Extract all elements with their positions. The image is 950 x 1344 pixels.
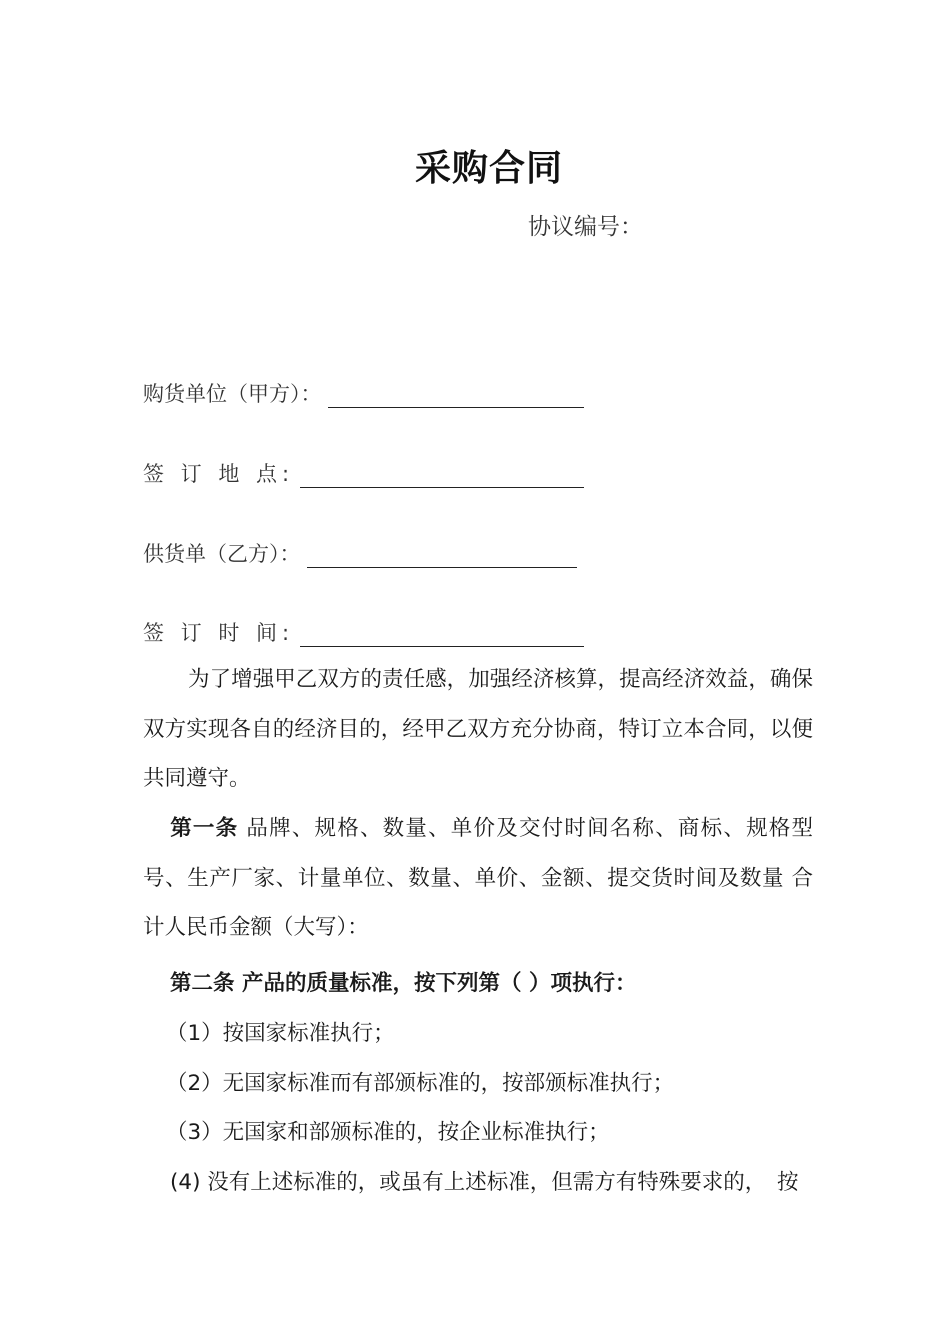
standard-item-2: （2）无国家标准而有部颁标准的，按部颁标准执行； — [166, 1071, 675, 1096]
article2-heading: 第二条 产品的质量标准，按下列第（ ）项执行： — [170, 971, 637, 996]
article1-text: 品牌、规格、数量、单价及交付时间名称、商标、规格型号、生产厂家、计量单位、数量、单价、金额、提交货时间及数量 合计人民币金额（大写）： — [143, 816, 813, 940]
seller-blank-line — [307, 545, 577, 568]
standard-item-3: （3）无国家和部颁标准的，按企业标准执行； — [166, 1120, 610, 1145]
standard-item-4: (4) 没有上述标准的，或虽有上述标准，但需方有特殊要求的， 按 — [170, 1170, 799, 1195]
article1-paragraph — [143, 804, 813, 953]
buyer-blank-line — [328, 385, 584, 408]
seller-field — [143, 538, 577, 568]
buyer-field — [143, 378, 584, 408]
buyer-label: 购货单位（甲方）： — [143, 382, 322, 406]
document-title: 采购合同 — [414, 148, 563, 189]
standard-item-1: （1）按国家标准执行； — [166, 1021, 395, 1046]
time-label: 签 订 时 间: — [143, 621, 295, 645]
intro-paragraph — [143, 655, 813, 804]
agreement-number-label: 协议编号： — [528, 214, 643, 240]
place-label: 签 订 地 点: — [143, 462, 295, 486]
article1-heading: 第一条 — [169, 816, 239, 841]
time-field — [143, 617, 584, 647]
time-blank-line — [300, 624, 584, 647]
intro-text: 为了增强甲乙双方的责任感，加强经济核算，提高经济效益，确保双方实现各自的经济目的，经甲乙双方充分协商，特订立本合同，以便共同遵守。 — [143, 667, 813, 791]
place-blank-line — [300, 465, 584, 488]
place-field — [143, 458, 584, 488]
seller-label: 供货单（乙方）： — [143, 542, 301, 566]
